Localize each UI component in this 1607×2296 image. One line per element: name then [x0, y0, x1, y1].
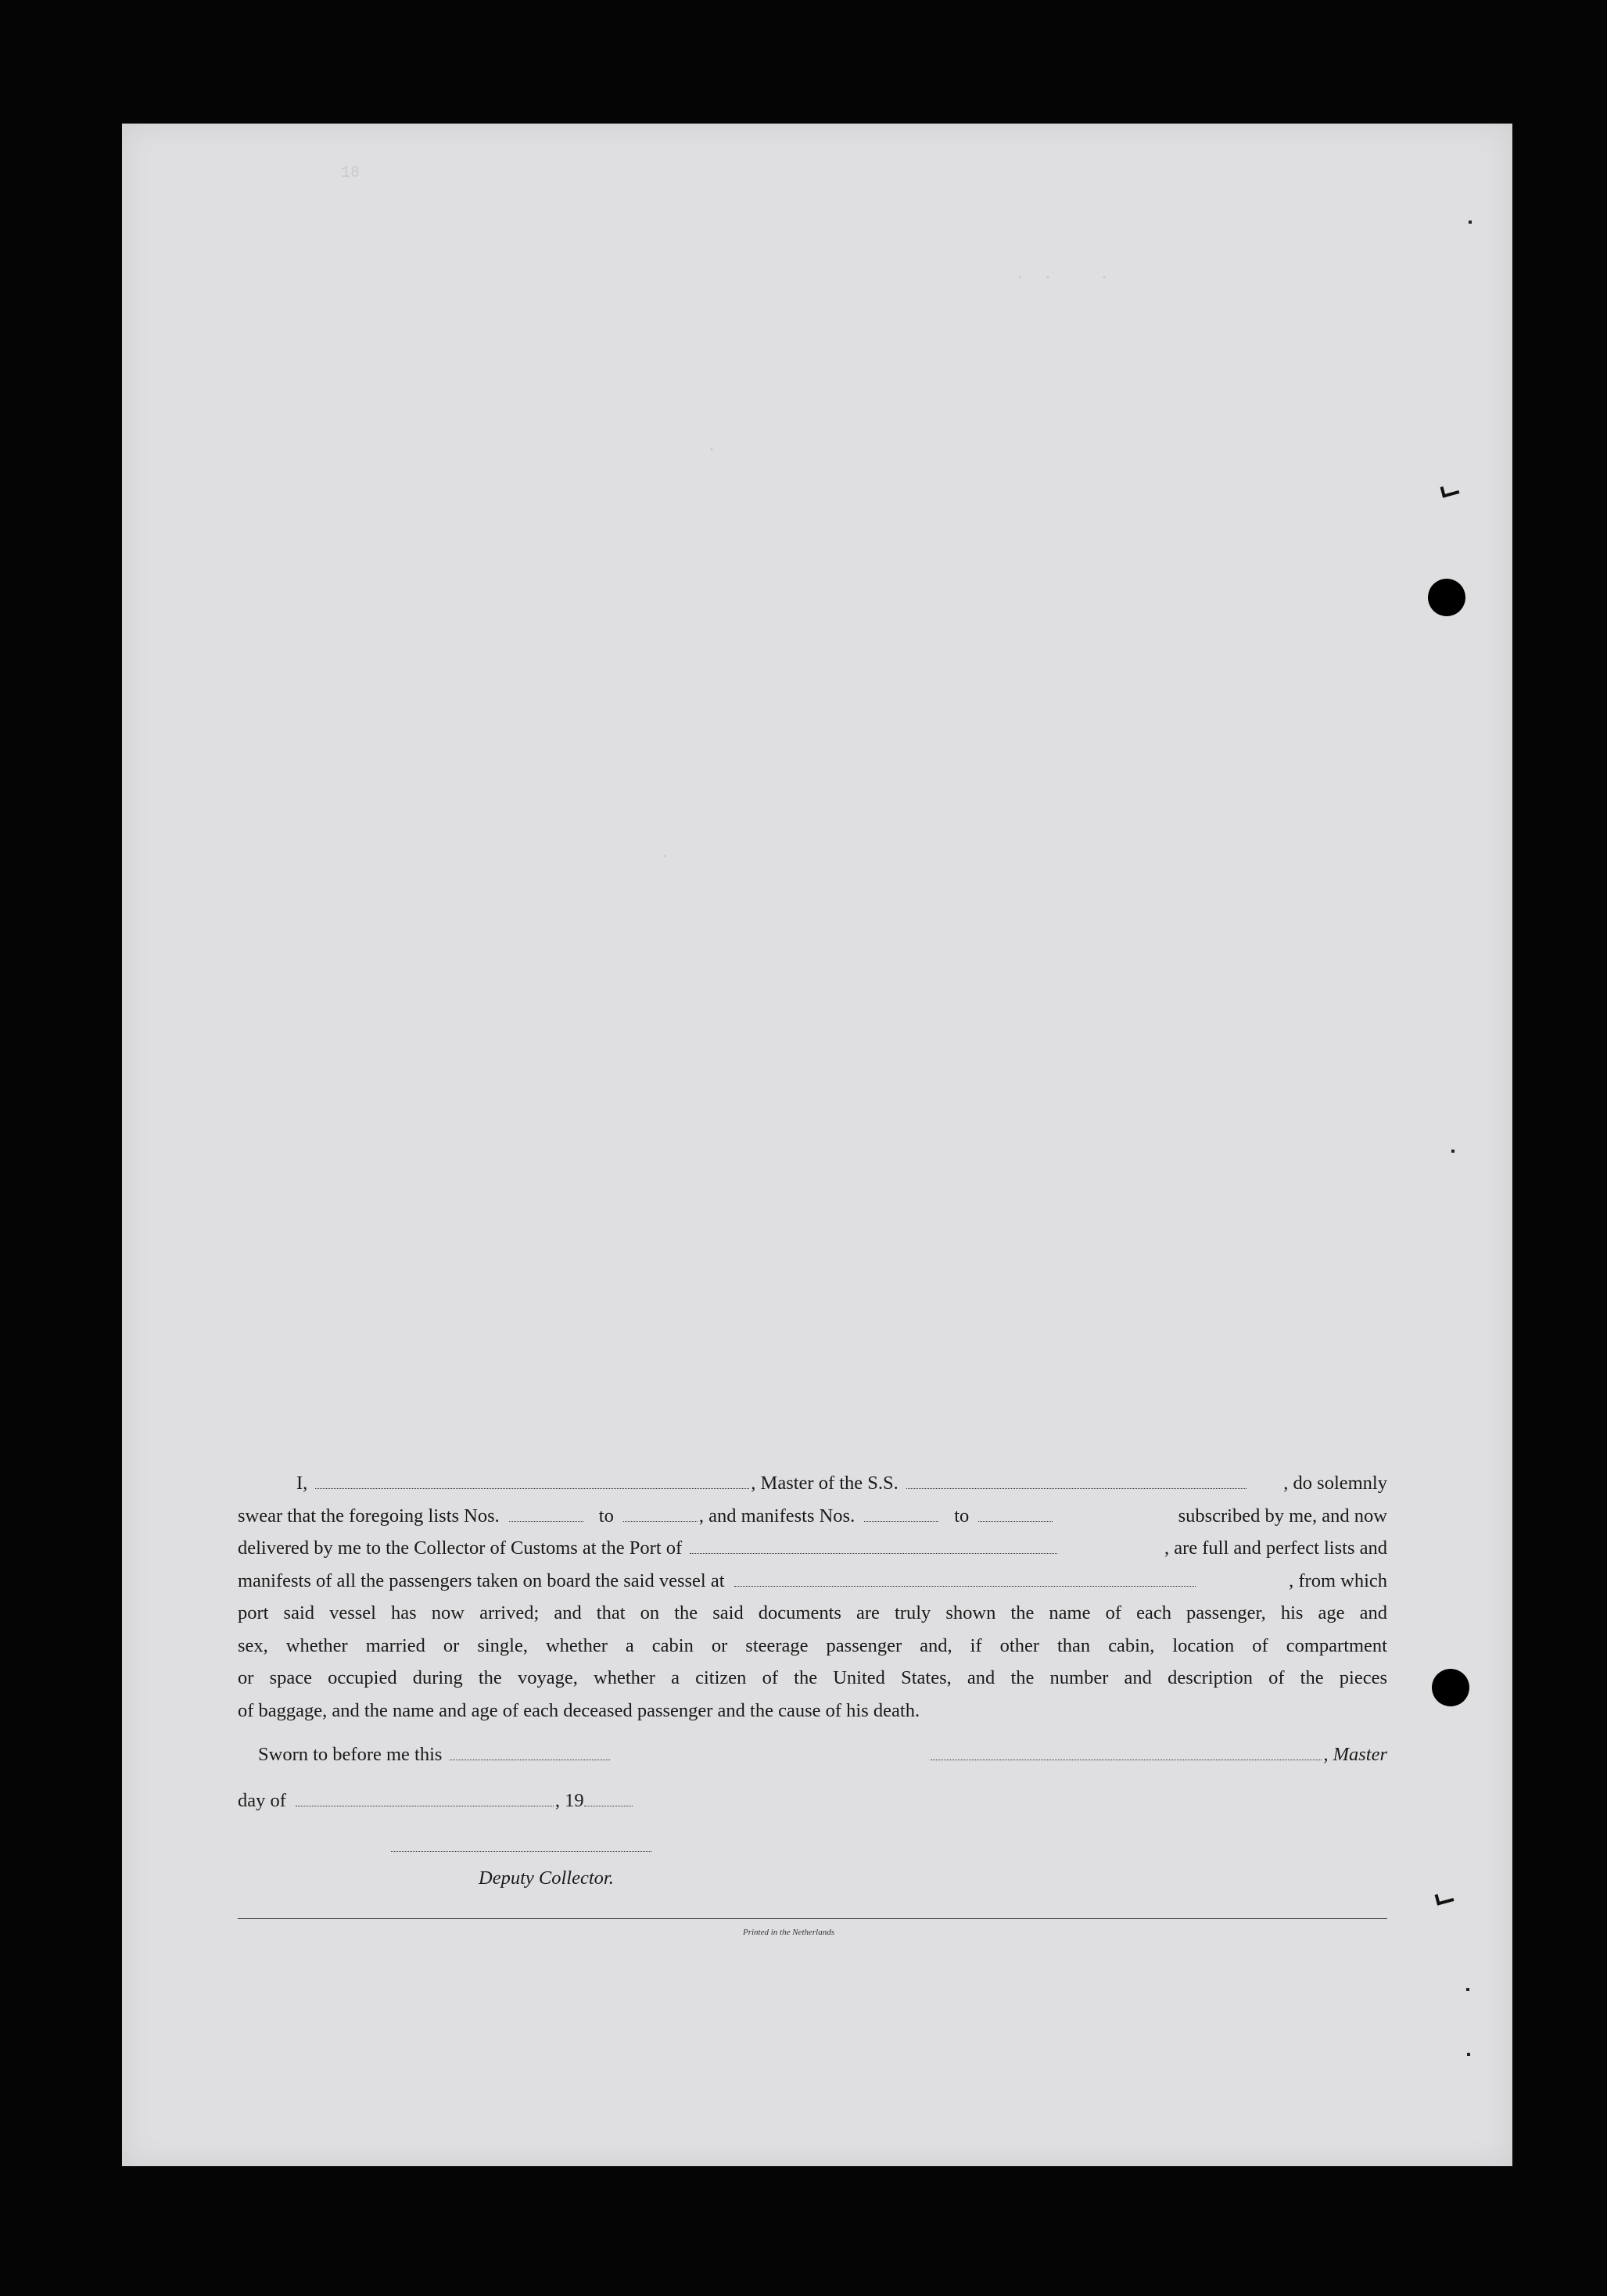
punch-hole-upper [1428, 579, 1465, 616]
oath-text: subscribed by me, and now [1178, 1505, 1387, 1526]
bleed-through-text: 18 [313, 164, 360, 182]
oath-paragraph [238, 1467, 1387, 1727]
deputy-signature-field[interactable] [391, 1835, 651, 1852]
oath-text: , Master of the S.S. [751, 1473, 899, 1494]
oath-text: , and manifests Nos. [698, 1505, 856, 1526]
edge-speck [1451, 1150, 1455, 1153]
bleed-through-text: . [641, 845, 670, 863]
edge-speck [1467, 2053, 1470, 2056]
edge-speck [1466, 1988, 1469, 1991]
day-of-label: day of [238, 1790, 286, 1811]
punch-hole-lower [1432, 1669, 1469, 1706]
sworn-line [258, 1742, 1387, 1766]
oath-text: delivered by me to the Collector of Customs at the Port of [238, 1537, 683, 1559]
oath-text: , are full and perfect lists and [1164, 1537, 1387, 1559]
edge-speck [1469, 221, 1472, 224]
printed-in-label: Printed in the Netherlands [743, 1928, 835, 1937]
lists-from-field[interactable] [509, 1504, 583, 1522]
master-signature-field[interactable] [931, 1742, 1322, 1760]
oath-line-8: of baggage, and the name and age of each deceased passenger and the cause of his death. [238, 1699, 920, 1721]
port-of-arrival-field[interactable] [690, 1536, 1057, 1554]
day-of-line [238, 1788, 634, 1812]
ship-name-field[interactable] [906, 1471, 1247, 1489]
bleed-through-text: . . . [977, 266, 1110, 284]
oath-text: to [954, 1505, 970, 1526]
oath-text: manifests of all the passengers taken on board the said vessel at [238, 1570, 725, 1591]
oath-text: to [598, 1505, 614, 1526]
oath-text: swear that the foregoing lists Nos. [238, 1505, 500, 1526]
manifests-from-field[interactable] [864, 1504, 938, 1522]
master-label: , Master [1323, 1744, 1387, 1765]
footer-rule [238, 1918, 1387, 1919]
sworn-label: Sworn to before me this [258, 1744, 443, 1765]
month-field[interactable] [296, 1788, 554, 1806]
oath-line-5: port said vessel has now arrived; and that on the said documents are truly shown the name of each passenger, his age and [238, 1602, 1387, 1623]
oath-line-7: or space occupied during the voyage, whether a citizen of the United States, and the number and description of the pieces [238, 1667, 1387, 1688]
lists-to-field[interactable] [623, 1504, 698, 1522]
oath-text: , do solemnly [1283, 1473, 1387, 1494]
bleed-through-text: . [641, 438, 717, 456]
oath-line-1 [238, 1467, 1387, 1500]
year-prefix: , 19 [554, 1790, 584, 1811]
deputy-collector-label: Deputy Collector. [479, 1867, 614, 1889]
oath-text: I, [296, 1473, 308, 1494]
oath-line-6: sex, whether married or single, whether a cabin or steerage passenger and, if other than cabin, location of compartment [238, 1634, 1387, 1656]
oath-line-3 [238, 1532, 1387, 1565]
oath-line-4 [238, 1565, 1387, 1598]
master-name-field[interactable] [315, 1471, 749, 1489]
manifests-to-field[interactable] [978, 1504, 1053, 1522]
oath-text: , from which [1289, 1570, 1387, 1591]
document-sheet [122, 124, 1512, 2166]
sworn-day-field[interactable] [450, 1742, 610, 1760]
oath-line-2 [238, 1500, 1387, 1533]
port-of-departure-field[interactable] [734, 1569, 1196, 1587]
year-field[interactable] [584, 1788, 633, 1806]
